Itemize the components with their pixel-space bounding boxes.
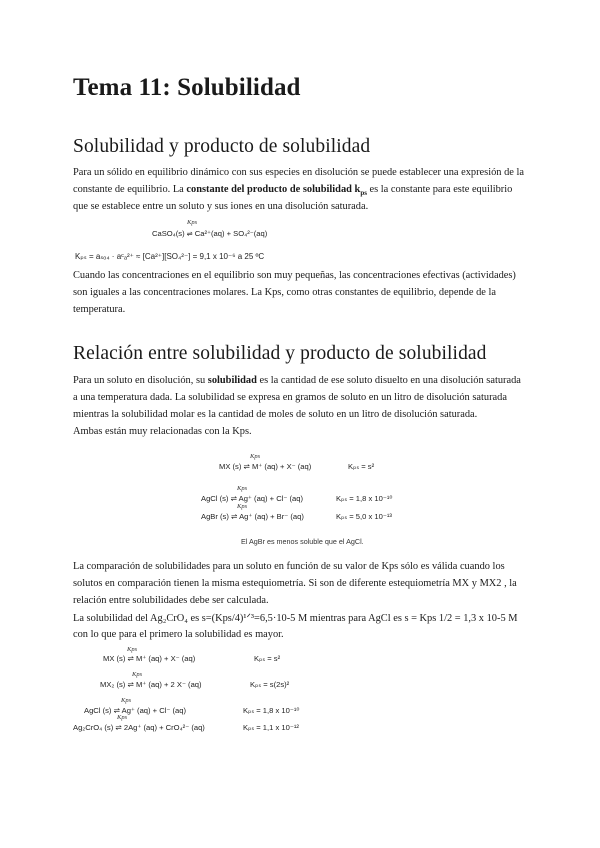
products: M⁺ (aq) + 2 X⁻ (aq) [135, 680, 202, 689]
reactant: MX (s) [103, 654, 126, 663]
equation-caso4 [152, 229, 267, 238]
kps-label: Kps [237, 503, 248, 510]
page-title: Tema 11: Solubilidad [73, 74, 301, 101]
equilibrium-arrow-icon: ⇌ [243, 462, 250, 471]
section-heading-solubilidad: Solubilidad y producto de solubilidad [73, 136, 371, 157]
text-span: Para un soluto en disolución, su [73, 375, 208, 386]
paragraph-line [73, 184, 512, 197]
kps-label: Kps [121, 697, 132, 704]
kps-expression: Kₚₛ = 1,8 x 10⁻¹⁰ [336, 494, 393, 503]
paragraph-line: a una temperatura dada. La solubilidad se expresa en gramos de soluto en un litro de disolución saturada [73, 392, 507, 403]
reactant: MX (s) [219, 462, 242, 471]
products: Ag⁺ (aq) + Cl⁻ (aq) [238, 494, 303, 503]
kps-expression: Kₚₛ = s(2s)² [250, 680, 290, 689]
kps-expression: Kₚₛ = s² [348, 462, 375, 471]
products: Ag⁺ (aq) + Cl⁻ (aq) [121, 706, 186, 715]
equation-agcl [84, 706, 186, 715]
equilibrium-arrow-icon: ⇌ [186, 231, 193, 238]
paragraph-line: temperatura. [73, 304, 126, 315]
figure-caption: El AgBr es menos soluble que el AgCl. [241, 537, 364, 546]
subscript: ps [360, 189, 367, 198]
paragraph-line: Ambas están muy relacionadas con la Kps. [73, 426, 252, 437]
products: Ag⁺ (aq) + Br⁻ (aq) [239, 512, 304, 521]
kps-expression: Kₚₛ = s² [254, 654, 281, 663]
products: M⁺ (aq) + X⁻ (aq) [135, 654, 196, 663]
paragraph-line: solutos en comparación tienen la misma estequiometría. Si son de diferente estequiometría MX y MX2 , la [73, 578, 517, 589]
equation-agcl [201, 494, 303, 503]
bold-term: constante del producto de solubilidad k [186, 184, 361, 195]
equilibrium-arrow-icon: ⇌ [127, 680, 134, 689]
text-span: constante de equilibrio. La [73, 184, 187, 195]
section-heading-relacion: Relación entre solubilidad y producto de solubilidad [73, 343, 487, 364]
kps-label: Kps [117, 714, 128, 721]
paragraph-line [73, 375, 521, 386]
reactant: Ag₂CrO₄ (s) [73, 723, 114, 732]
equation-mx [219, 462, 311, 471]
kps-label: Kps [132, 671, 143, 678]
equilibrium-arrow-icon: ⇌ [113, 706, 120, 715]
text-span: es la constante para este equilibrio [366, 184, 513, 195]
products: 2Ag⁺ (aq) + CrO₄²⁻ (aq) [123, 723, 205, 732]
paragraph-line: son iguales a las concentraciones molares. La Kps, como otras constantes de equilibrio, depende de la [73, 287, 496, 298]
paragraph-line: mientras la solubilidad molar es la cantidad de moles de soluto en un litro de disolución saturada. [73, 409, 478, 420]
paragraph-line: La solubilidad del Ag₂CrO₄ es s=(Kps/4)¹ᐟ³=6,5·10-5 M mientras para AgCl es s = Kps 1/2 = 1,3 x 10-5 M [73, 613, 518, 624]
kps-label: Kps [250, 453, 261, 460]
equation-ag2cro4 [73, 723, 205, 732]
equation-mx2 [100, 680, 202, 689]
paragraph-line: con lo que para el primero la solubilidad es mayor. [73, 629, 284, 640]
products: M⁺ (aq) + X⁻ (aq) [251, 462, 312, 471]
kps-expression: Kₚₛ = 1,8 x 10⁻¹⁰ [243, 706, 300, 715]
kps-expression: Kₚₛ = 1,1 x 10⁻¹² [243, 723, 299, 732]
equilibrium-arrow-icon: ⇌ [115, 723, 122, 732]
paragraph-line: relación entre solubilidades debe ser calculada. [73, 595, 269, 606]
kps-expression: Kₚₛ = 5,0 x 10⁻¹³ [336, 512, 392, 521]
paragraph-line: que se establece entre un soluto y sus iones en una disolución saturada. [73, 201, 369, 212]
equilibrium-arrow-icon: ⇌ [127, 654, 134, 663]
equation-kps-caso4: Kₚₛ = aₛₒ₄ · aᶜₐ²⁺ ≈ [Ca²⁺][SO₄²⁻] = 9,1 x 10⁻⁶ a 25 ºC [75, 252, 265, 261]
paragraph-line: La comparación de solubilidades para un soluto en función de su valor de Kps sólo es válida cuando los [73, 561, 505, 572]
paragraph-line: Cuando las concentraciones en el equilibrio son muy pequeñas, las concentraciones efectivas (actividades) [73, 270, 516, 281]
text-span: es la cantidad de ese soluto disuelto en una disolución saturada [256, 375, 521, 386]
reactant: AgCl (s) [201, 494, 229, 503]
reactant: CaSO₄(s) [152, 229, 185, 238]
equilibrium-arrow-icon: ⇌ [230, 512, 238, 521]
paragraph-line: Para un sólido en equilibrio dinámico con sus especies en disolución se puede establecer una expresión de la [73, 167, 524, 178]
reactant: AgCl (s) [84, 706, 112, 715]
reactant: MX₂ (s) [100, 680, 126, 689]
equation-agbr [201, 512, 304, 521]
reactant: AgBr (s) [201, 512, 229, 521]
equilibrium-arrow-icon: ⇌ [230, 494, 237, 503]
products: Ca²⁺(aq) + SO₄²⁻(aq) [194, 229, 268, 238]
kps-label: Kps [187, 219, 198, 226]
kps-label: Kps [127, 646, 138, 653]
bold-term: solubilidad [207, 375, 257, 386]
kps-label: Kps [237, 485, 248, 492]
equation-mx [103, 654, 195, 663]
